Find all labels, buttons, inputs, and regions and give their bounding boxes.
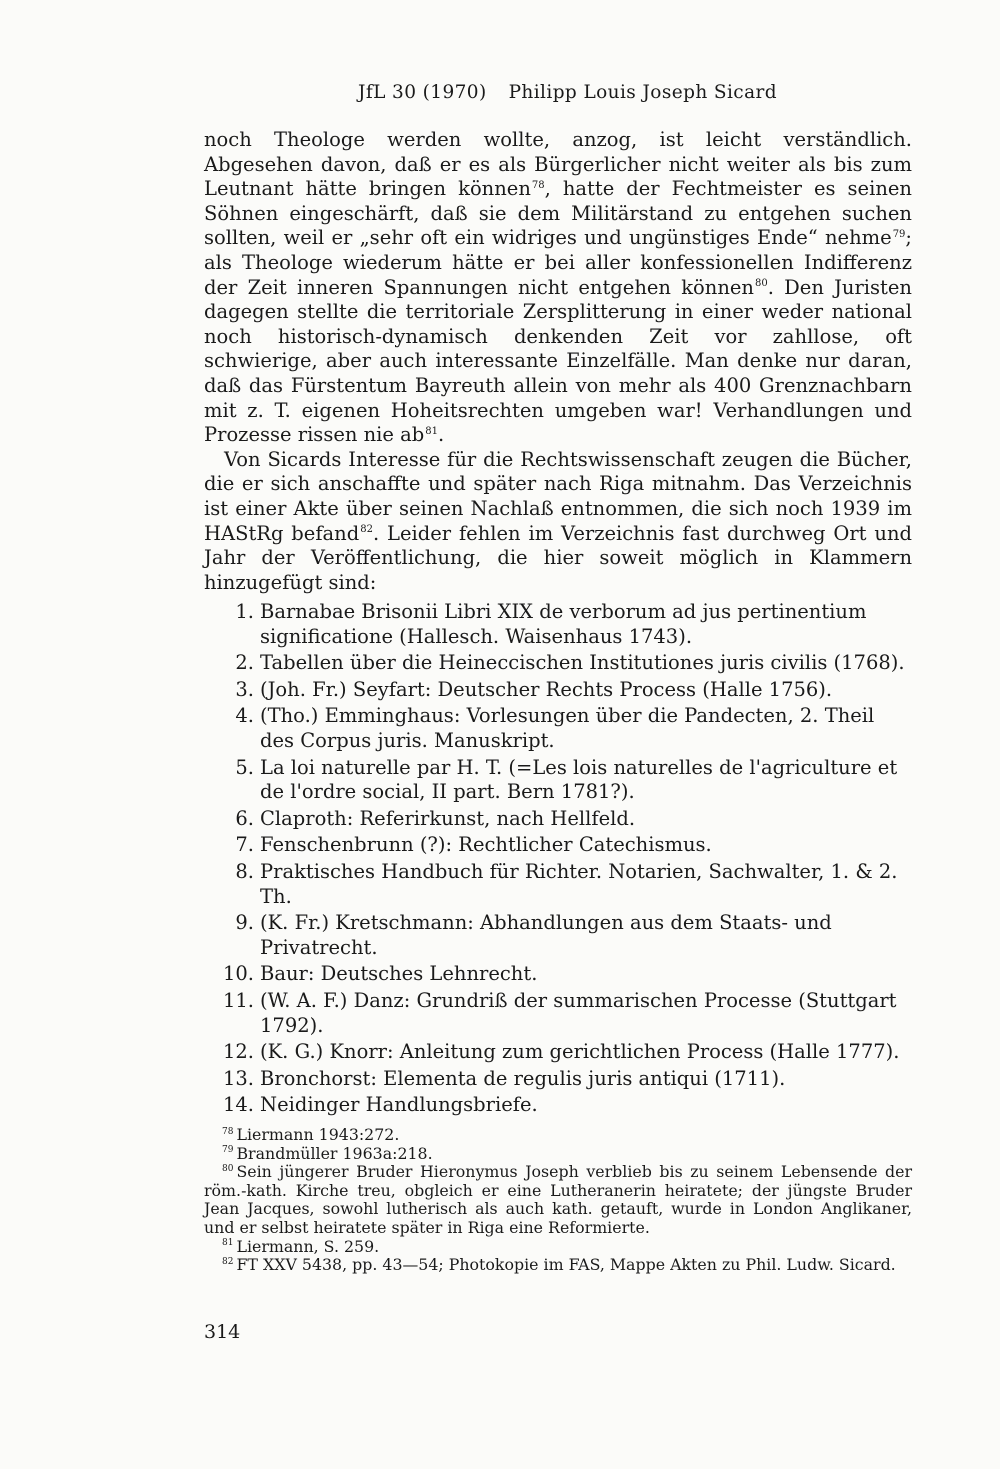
list-item-text: Claproth: Referirkunst, nach Hellfeld. xyxy=(260,806,636,830)
list-item-number: 8. xyxy=(235,859,254,883)
list-item xyxy=(204,1040,912,1065)
footnote-number: 80 xyxy=(222,1163,234,1174)
body-paragraph xyxy=(204,448,912,596)
list-item-text: Praktisches Handbuch für Richter. Notarien, Sachwalter, 1. & 2. Th. xyxy=(260,859,898,908)
list-item xyxy=(204,1067,912,1092)
list-item xyxy=(204,1093,912,1118)
paragraph-text: . Den Juristen dagegen stellte die territoriale Zersplitterung in einer weder national noch historisch-dynamisch denkenden Zeit vor zahllose, oft schwierige, aber auch interessante Einzelfälle. Man denke nur daran, daß das Fürstentum Bayreuth allein von mehr als 400 Grenznachbarn mit z. T. eigenen Hoheitsrechten umgeben war! Verhandlungen und Prozesse rissen nie ab xyxy=(204,275,912,447)
footnote-text: Brandmüller 1963a:218. xyxy=(236,1143,433,1163)
footnote-number: 81 xyxy=(222,1238,234,1249)
list-item xyxy=(204,704,912,753)
list-item-number: 1. xyxy=(235,600,254,623)
paragraph-text: Von Sicards Interesse für die Rechtswissenschaft zeugen die Bücher, die er sich anschaffte und später nach Riga mitnahm. Das Verzeichnis ist einer Akte über seinen Nachlaß entnommen, die sich noch 1939 im HAStRg befand xyxy=(204,447,912,545)
list-item-number: 7. xyxy=(235,833,254,857)
footnote xyxy=(204,1163,912,1237)
list-item xyxy=(204,651,912,676)
list-item-text: Bronchorst: Elementa de regulis juris antiqui (1711). xyxy=(260,1066,786,1090)
footnote xyxy=(204,1238,912,1257)
footnote-ref[interactable]: 82 xyxy=(360,524,373,535)
list-item-text: (W. A. F.) Danz: Grundriß der summarischen Processe (Stuttgart 1792). xyxy=(260,988,897,1037)
body-text xyxy=(204,128,912,595)
list-item-number: 5. xyxy=(235,755,254,779)
list-item-number: 13. xyxy=(222,1066,254,1090)
list-item xyxy=(204,989,912,1038)
footnote-text: Liermann 1943:272. xyxy=(236,1125,400,1144)
paragraph-text: noch Theologe werden wollte, anzog, ist leicht verständlich. Abgesehen davon, daß er es als Bürgerlicher nicht weiter als bis zum Leutnant hätte bringen können xyxy=(204,128,912,201)
list-item-text: Neidinger Handlungsbriefe. xyxy=(260,1093,538,1117)
footnote-text: Sein jüngerer Bruder Hieronymus Joseph verblieb bis zu seinem Lebensende der röm.-kath. Kirche treu, obgleich er eine Lutheranerin heiratete; der jüngste Bruder Jean Jacques, sowohl lutherisch als auch kath. getauft, wurde in London Anglikaner, und er selbst heiratete später in Riga eine Reformierte. xyxy=(204,1162,912,1237)
paragraph-text: . xyxy=(438,423,445,447)
page-number: 314 xyxy=(204,1321,241,1343)
footnote-text: Liermann, S. 259. xyxy=(236,1236,380,1256)
list-item-text: (Joh. Fr.) Seyfart: Deutscher Rechts Process (Halle 1756). xyxy=(260,677,833,701)
footnote xyxy=(204,1126,912,1145)
list-item-text: La loi naturelle par H. T. (=Les lois naturelles de l'agriculture et de l'ordre social, II part. Bern 1781?). xyxy=(260,755,898,804)
paragraph-text: ; als Theologe wiederum hätte er bei aller konfessionellen Indifferenz der Zeit inneren Spannungen nicht entgehen können xyxy=(204,226,912,299)
footnote-number: 79 xyxy=(222,1145,234,1156)
list-item-text: Baur: Deutsches Lehnrecht. xyxy=(260,962,538,986)
list-item xyxy=(204,833,912,858)
footnote-number: 82 xyxy=(222,1256,234,1267)
list-item-text: (K. G.) Knorr: Anleitung zum gerichtlichen Process (Halle 1777). xyxy=(260,1040,900,1064)
paragraph-text: . Leider fehlen im Verzeichnis fast durchweg Ort und Jahr der Veröffentlichung, die hier soweit möglich in Klammern hinzugefügt sind: xyxy=(204,521,912,594)
footnote-ref[interactable]: 81 xyxy=(425,425,438,437)
list-item xyxy=(204,756,912,805)
running-header xyxy=(358,82,778,103)
footnote-ref[interactable]: 79 xyxy=(892,228,906,240)
list-item-text: Barnabae Brisonii Libri XIX de verborum ad jus pertinentium significatione (Hallesch. Waisenhaus 1743). xyxy=(260,600,867,648)
list-item-text: Tabellen über die Heineccischen Institutiones juris civilis (1768). xyxy=(260,651,905,675)
list-item xyxy=(204,911,912,960)
footnote xyxy=(204,1145,912,1164)
journal-reference: JfL 30 (1970) xyxy=(358,82,487,103)
footnotes xyxy=(204,1126,912,1275)
list-item-text: (Tho.) Emminghaus: Vorlesungen über die Pandecten, 2. Theil des Corpus juris. Manuskript. xyxy=(260,704,875,752)
paragraph-text: , hatte der Fechtmeister es seinen Söhnen eingeschärft, daß sie dem Militärstand zu entgehen suchen sollten, weil er „sehr oft ein widriges und ungünstiges Ende“ nehme xyxy=(204,177,912,250)
list-item xyxy=(204,678,912,703)
list-item-number: 11. xyxy=(222,988,254,1012)
footnote xyxy=(204,1256,912,1275)
header-title: Philipp Louis Joseph Sicard xyxy=(508,82,777,103)
list-item-number: 4. xyxy=(235,704,254,728)
book-list xyxy=(204,600,912,1120)
list-item-number: 9. xyxy=(235,911,254,935)
body-paragraph xyxy=(204,128,912,448)
list-item xyxy=(204,962,912,987)
list-item-number: 14. xyxy=(222,1093,254,1117)
list-item-number: 6. xyxy=(235,806,254,830)
list-item-number: 12. xyxy=(222,1040,254,1064)
footnote-text: FT XXV 5438, pp. 43—54; Photokopie im FAS, Mappe Akten zu Phil. Ludw. Sicard. xyxy=(236,1255,896,1275)
list-item xyxy=(204,600,912,649)
list-item-text: Fenschenbrunn (?): Rechtlicher Catechismus. xyxy=(260,833,712,857)
list-item-number: 3. xyxy=(235,677,254,701)
list-item-text: (K. Fr.) Kretschmann: Abhandlungen aus dem Staats- und Privatrecht. xyxy=(260,911,832,959)
list-item xyxy=(204,807,912,832)
footnote-ref[interactable]: 80 xyxy=(754,278,768,290)
footnote-ref[interactable]: 78 xyxy=(531,179,545,191)
list-item-number: 2. xyxy=(235,651,254,675)
footnote-number: 78 xyxy=(222,1126,234,1137)
list-item xyxy=(204,860,912,909)
list-item-number: 10. xyxy=(222,962,254,986)
